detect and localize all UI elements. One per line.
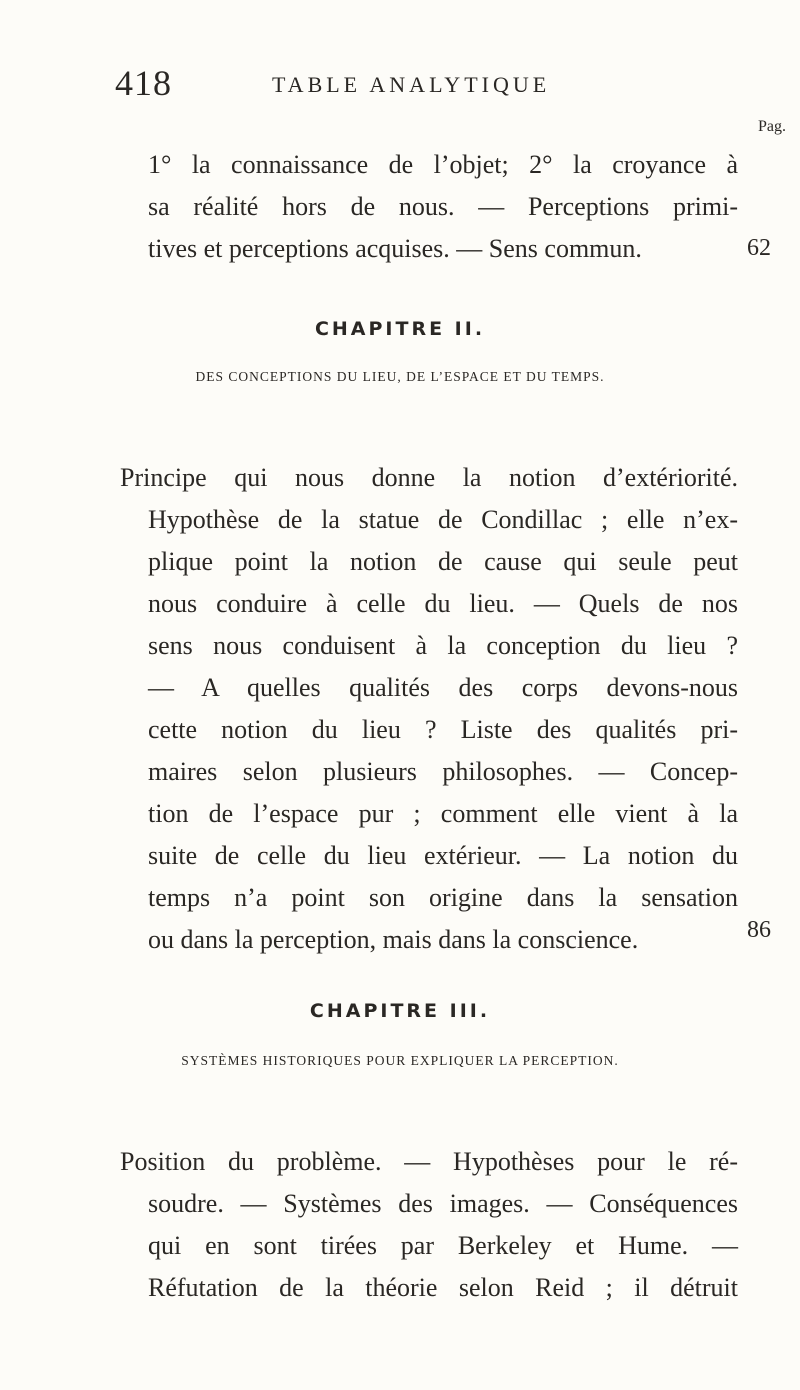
text-line: suite de celle du lieu extérieur. — La notion du <box>148 841 738 870</box>
chapter-subtitle: SYSTÈMES HISTORIQUES POUR EXPLIQUER LA PERCEPTION. <box>181 1053 619 1068</box>
text-line: tives et perceptions acquises. — Sens commun. <box>148 234 642 263</box>
text-line: tion de l’espace pur ; comment elle vient à la <box>148 799 738 828</box>
text-line: qui en sont tirées par Berkeley et Hume. — <box>148 1231 738 1260</box>
text-line: Principe qui nous donne la notion d’extériorité. <box>120 463 738 492</box>
running-title: TABLE ANALYTIQUE <box>272 72 551 97</box>
text-line: cette notion du lieu ? Liste des qualités pri- <box>148 715 738 744</box>
chapter-subtitle: DES CONCEPTIONS DU LIEU, DE L’ESPACE ET DU TEMPS. <box>195 369 605 384</box>
text-line: Hypothèse de la statue de Condillac ; elle n’ex- <box>148 505 738 534</box>
text-line: temps n’a point son origine dans la sensation <box>148 883 738 912</box>
chapter-paragraph <box>120 1141 738 1309</box>
text-line: Position du problème. — Hypothèses pour le ré- <box>120 1147 738 1176</box>
page-number: 418 <box>115 63 172 103</box>
text-line: — A quelles qualités des corps devons-nous <box>148 673 738 702</box>
text-line: Réfutation de la théorie selon Reid ; il détruit <box>148 1273 738 1302</box>
text-line: sens nous conduisent à la conception du lieu ? <box>148 631 738 660</box>
text-line: ou dans la perception, mais dans la conscience. <box>148 925 639 954</box>
section-paragraph <box>148 144 738 270</box>
chapter-title: CHAPITRE II. <box>314 318 486 340</box>
text-line: soudre. — Systèmes des images. — Conséquences <box>148 1189 738 1218</box>
text-line: sa réalité hors de nous. — Perceptions primi- <box>148 192 738 221</box>
text-line: plique point la notion de cause qui seule peut <box>148 547 738 576</box>
chapter-title: CHAPITRE III. <box>309 1000 491 1022</box>
page-reference: 62 <box>747 235 771 261</box>
text-line: 1° la connaissance de l’objet; 2° la croyance à <box>148 150 738 179</box>
chapter-paragraph <box>120 457 738 961</box>
page-reference: 86 <box>747 917 771 943</box>
text-line: nous conduire à celle du lieu. — Quels de nos <box>148 589 738 618</box>
pag-label: Pag. <box>758 118 786 135</box>
text-line: maires selon plusieurs philosophes. — Concep- <box>148 757 738 786</box>
